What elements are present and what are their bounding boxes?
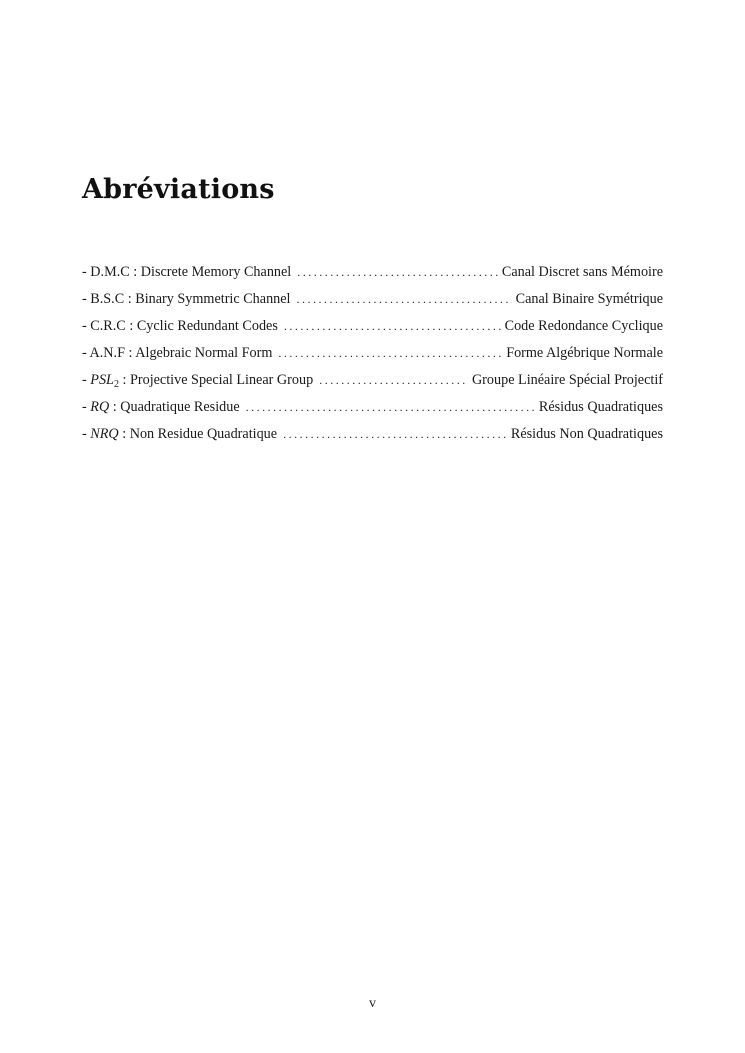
abbreviation-code-base: PSL: [90, 372, 114, 388]
abbreviation-english: Cyclic Redundant Codes: [136, 318, 278, 334]
dot-leader: [284, 319, 501, 334]
abbreviation-term: - C.R.C : Cyclic Redundant Codes: [82, 318, 278, 334]
abbreviation-row-psl2: [82, 372, 663, 399]
abbreviation-term: - A.N.F : Algebraic Normal Form: [82, 345, 273, 361]
abbreviation-term: - D.M.C : Discrete Memory Channel: [82, 264, 292, 280]
page-number: v: [369, 996, 376, 1011]
abbreviation-french: Groupe Linéaire Spécial Projectif: [471, 372, 663, 388]
dot-leader: [283, 427, 507, 442]
abbreviation-row-dmc: [82, 264, 663, 291]
dot-leader: [246, 400, 535, 415]
abbreviation-french: Forme Algébrique Normale: [506, 345, 663, 361]
abbreviation-code-subscript: 2: [113, 379, 119, 390]
abbreviation-code: D.M.C: [90, 264, 130, 280]
abbreviation-french: Code Redondance Cyclique: [504, 318, 663, 334]
abbreviation-french: Résidus Non Quadratiques: [510, 426, 663, 442]
abbreviation-code: [90, 372, 119, 388]
abbreviation-french: Résidus Quadratiques: [538, 399, 663, 415]
dot-leader: [278, 346, 502, 361]
abbreviation-row-anf: [82, 345, 663, 372]
abbreviation-term: - NRQ : Non Residue Quadratique: [82, 426, 278, 442]
abbreviation-french: Canal Discret sans Mémoire: [501, 264, 663, 280]
abbreviation-row-bsc: [82, 291, 663, 318]
abbreviation-term: - RQ : Quadratique Residue: [82, 399, 240, 415]
abbreviation-code: B.S.C: [90, 291, 125, 307]
abbreviation-english: Projective Special Linear Group: [129, 372, 314, 388]
dot-leader: [319, 373, 468, 388]
abbreviation-row-nrq: [82, 426, 663, 453]
abbreviation-row-crc: [82, 318, 663, 345]
abbreviation-code: A.N.F: [89, 345, 125, 361]
abbreviation-code: NRQ: [90, 426, 119, 442]
abbreviation-row-rq: [82, 399, 663, 426]
abbreviation-english: Quadratique Residue: [120, 399, 240, 415]
abbreviation-english: Discrete Memory Channel: [140, 264, 292, 280]
abbreviation-term: - $PSL_2$ : Projective Special Linear Group: [82, 372, 314, 390]
abbreviation-french: Canal Binaire Symétrique: [515, 291, 663, 307]
dot-leader: [297, 265, 498, 280]
abbreviation-english: Binary Symmetric Channel: [135, 291, 291, 307]
abbreviation-code: RQ: [90, 399, 110, 415]
page-title: Abréviations: [82, 174, 275, 205]
dot-leader: [297, 292, 512, 307]
abbreviation-english: Non Residue Quadratique: [129, 426, 278, 442]
abbreviation-english: Algebraic Normal Form: [135, 345, 273, 361]
abbreviation-code: C.R.C: [90, 318, 126, 334]
abbreviation-list: [82, 264, 663, 453]
abbreviation-term: - B.S.C : Binary Symmetric Channel: [82, 291, 291, 307]
